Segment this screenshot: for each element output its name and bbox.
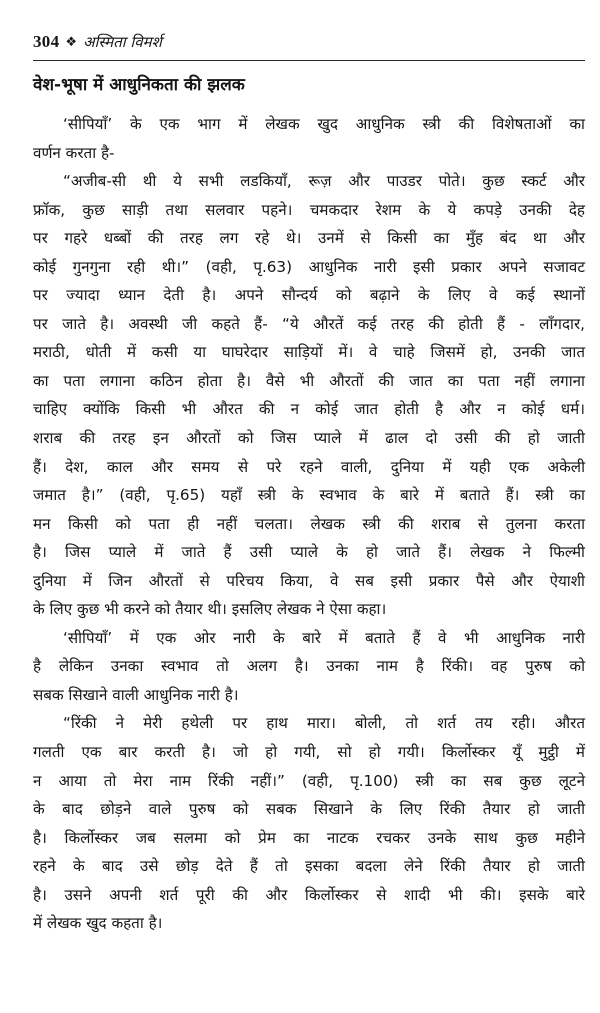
text-line: का पता लगाना कठिन होता है। वैसे भी औरतों की जात का पता नहीं लगाना (33, 371, 585, 390)
diamond-ornament-icon: ❖ (65, 34, 78, 50)
text-line: मन किसी को पता ही नहीं चलता। लेखक स्त्री की शराब से तुलना करता (33, 514, 585, 533)
text-line: न आया तो मेरा नाम रिंकी नहीं।” (वही, पृ.100) स्त्री का सब कुछ लूटने (33, 771, 585, 790)
text-line: चाहिए क्योंकि किसी भी औरत की न कोई जात होती है और न कोई धर्म। (33, 400, 585, 419)
body-text (33, 110, 585, 938)
text-line: ‘सीपियाँ’ के एक भाग में लेखक खुद आधुनिक स्त्री की विशेषताओं का (63, 115, 585, 133)
text-line: वर्णन करता है- (33, 143, 115, 162)
text-line: है लेकिन उनका स्वभाव तो अलग है। उनका नाम है रिंकी। वह पुरुष को (33, 657, 585, 676)
text-line: में लेखक खुद कहता है। (33, 914, 163, 933)
text-line: रहने के बाद उसे छोड़ देते हैं तो इसका बदला लेने रिंकी तैयार हो जाती (33, 857, 585, 876)
text-line: शराब की तरह इन औरतों को जिस प्याले में ढाल दो उसी की हो जाती (33, 429, 585, 448)
text-line: पर जाते है। अवस्थी जी कहते हैं- “ये औरतें कई तरह की होती हैं - लाँगदार, (33, 314, 585, 333)
text-line: फ्रॉक, कुछ साड़ी तथा सलवार पहने। चमकदार रेशम के ये कपड़े उनकी देह (33, 200, 585, 219)
running-title: अस्मिता विमर्श (83, 33, 162, 51)
text-line: है। उसने अपनी शर्त पूरी की और किर्लोस्कर से शादी भी की। इसके बारे (33, 885, 585, 904)
text-line: “अजीब-सी थी ये सभी लडकियाँ, रूज़ और पाउडर पोते। कुछ स्कर्ट और (63, 172, 585, 191)
page-number: 304 (33, 32, 60, 51)
text-line: हैं। देश, काल और समय से परे रहने वाली, दुनिया में यही एक अकेली (33, 457, 585, 476)
page-header (33, 31, 162, 53)
text-line: “रिंकी ने मेरी हथेली पर हाथ मारा। बोली, तो शर्त तय रही। औरत (63, 714, 585, 733)
text-line: के बाद छोड़ने वाले पुरुष को सबक सिखाने के लिए रिंकी तैयार हो जाती (33, 800, 585, 819)
section-heading: वेश-भूषा में आधुनिकता की झलक (33, 75, 245, 95)
text-line: सबक सिखाने वाली आधुनिक नारी है। (33, 685, 239, 704)
text-line: के लिए कुछ भी करने को तैयार थी। इसलिए लेखक ने ऐसा कहा। (33, 600, 387, 619)
text-line: कोई गुनगुना रही थी।” (वही, पृ.63) आधुनिक नारी इसी प्रकार अपने सजावट (33, 257, 585, 276)
text-line: जमात है।” (वही, पृ.65) यहाँ स्त्री के स्वभाव के बारे में बताते हैं। स्त्री का (33, 486, 585, 505)
text-line: पर ज्यादा ध्यान देती है। अपने सौन्दर्य को बढ़ाने के लिए वे कई स्थानों (33, 286, 585, 305)
text-line: गलती एक बार करती है। जो हो गयी, सो हो गयी। किर्लोस्कर यूँ मुट्ठी में (33, 743, 585, 762)
text-line: है। किर्लोस्कर जब सलमा को प्रेम का नाटक रचकर उनके साथ कुछ महीने (33, 828, 585, 847)
text-line: पर गहरे धब्बों की तरह लग रहे थे। उनमें से किसी का मुँह बंद था और (33, 229, 585, 248)
text-line: दुनिया में जिन औरतों से परिचय किया, वे सब इसी प्रकार पैसे और ऐयाशी (33, 571, 585, 590)
text-line: मराठी, धोती में कसी या घाघरेदार साड़ियों में। वे चाहे जिसमें हो, उनकी जात (33, 343, 585, 362)
header-rule (33, 60, 585, 61)
text-line: है। जिस प्याले में जाते हैं उसी प्याले के हो जाते हैं। लेखक ने फिल्मी (33, 543, 585, 562)
text-line: ‘सीपियाँ’ में एक ओर नारी के बारे में बताते हैं वे भी आधुनिक नारी (63, 628, 585, 647)
